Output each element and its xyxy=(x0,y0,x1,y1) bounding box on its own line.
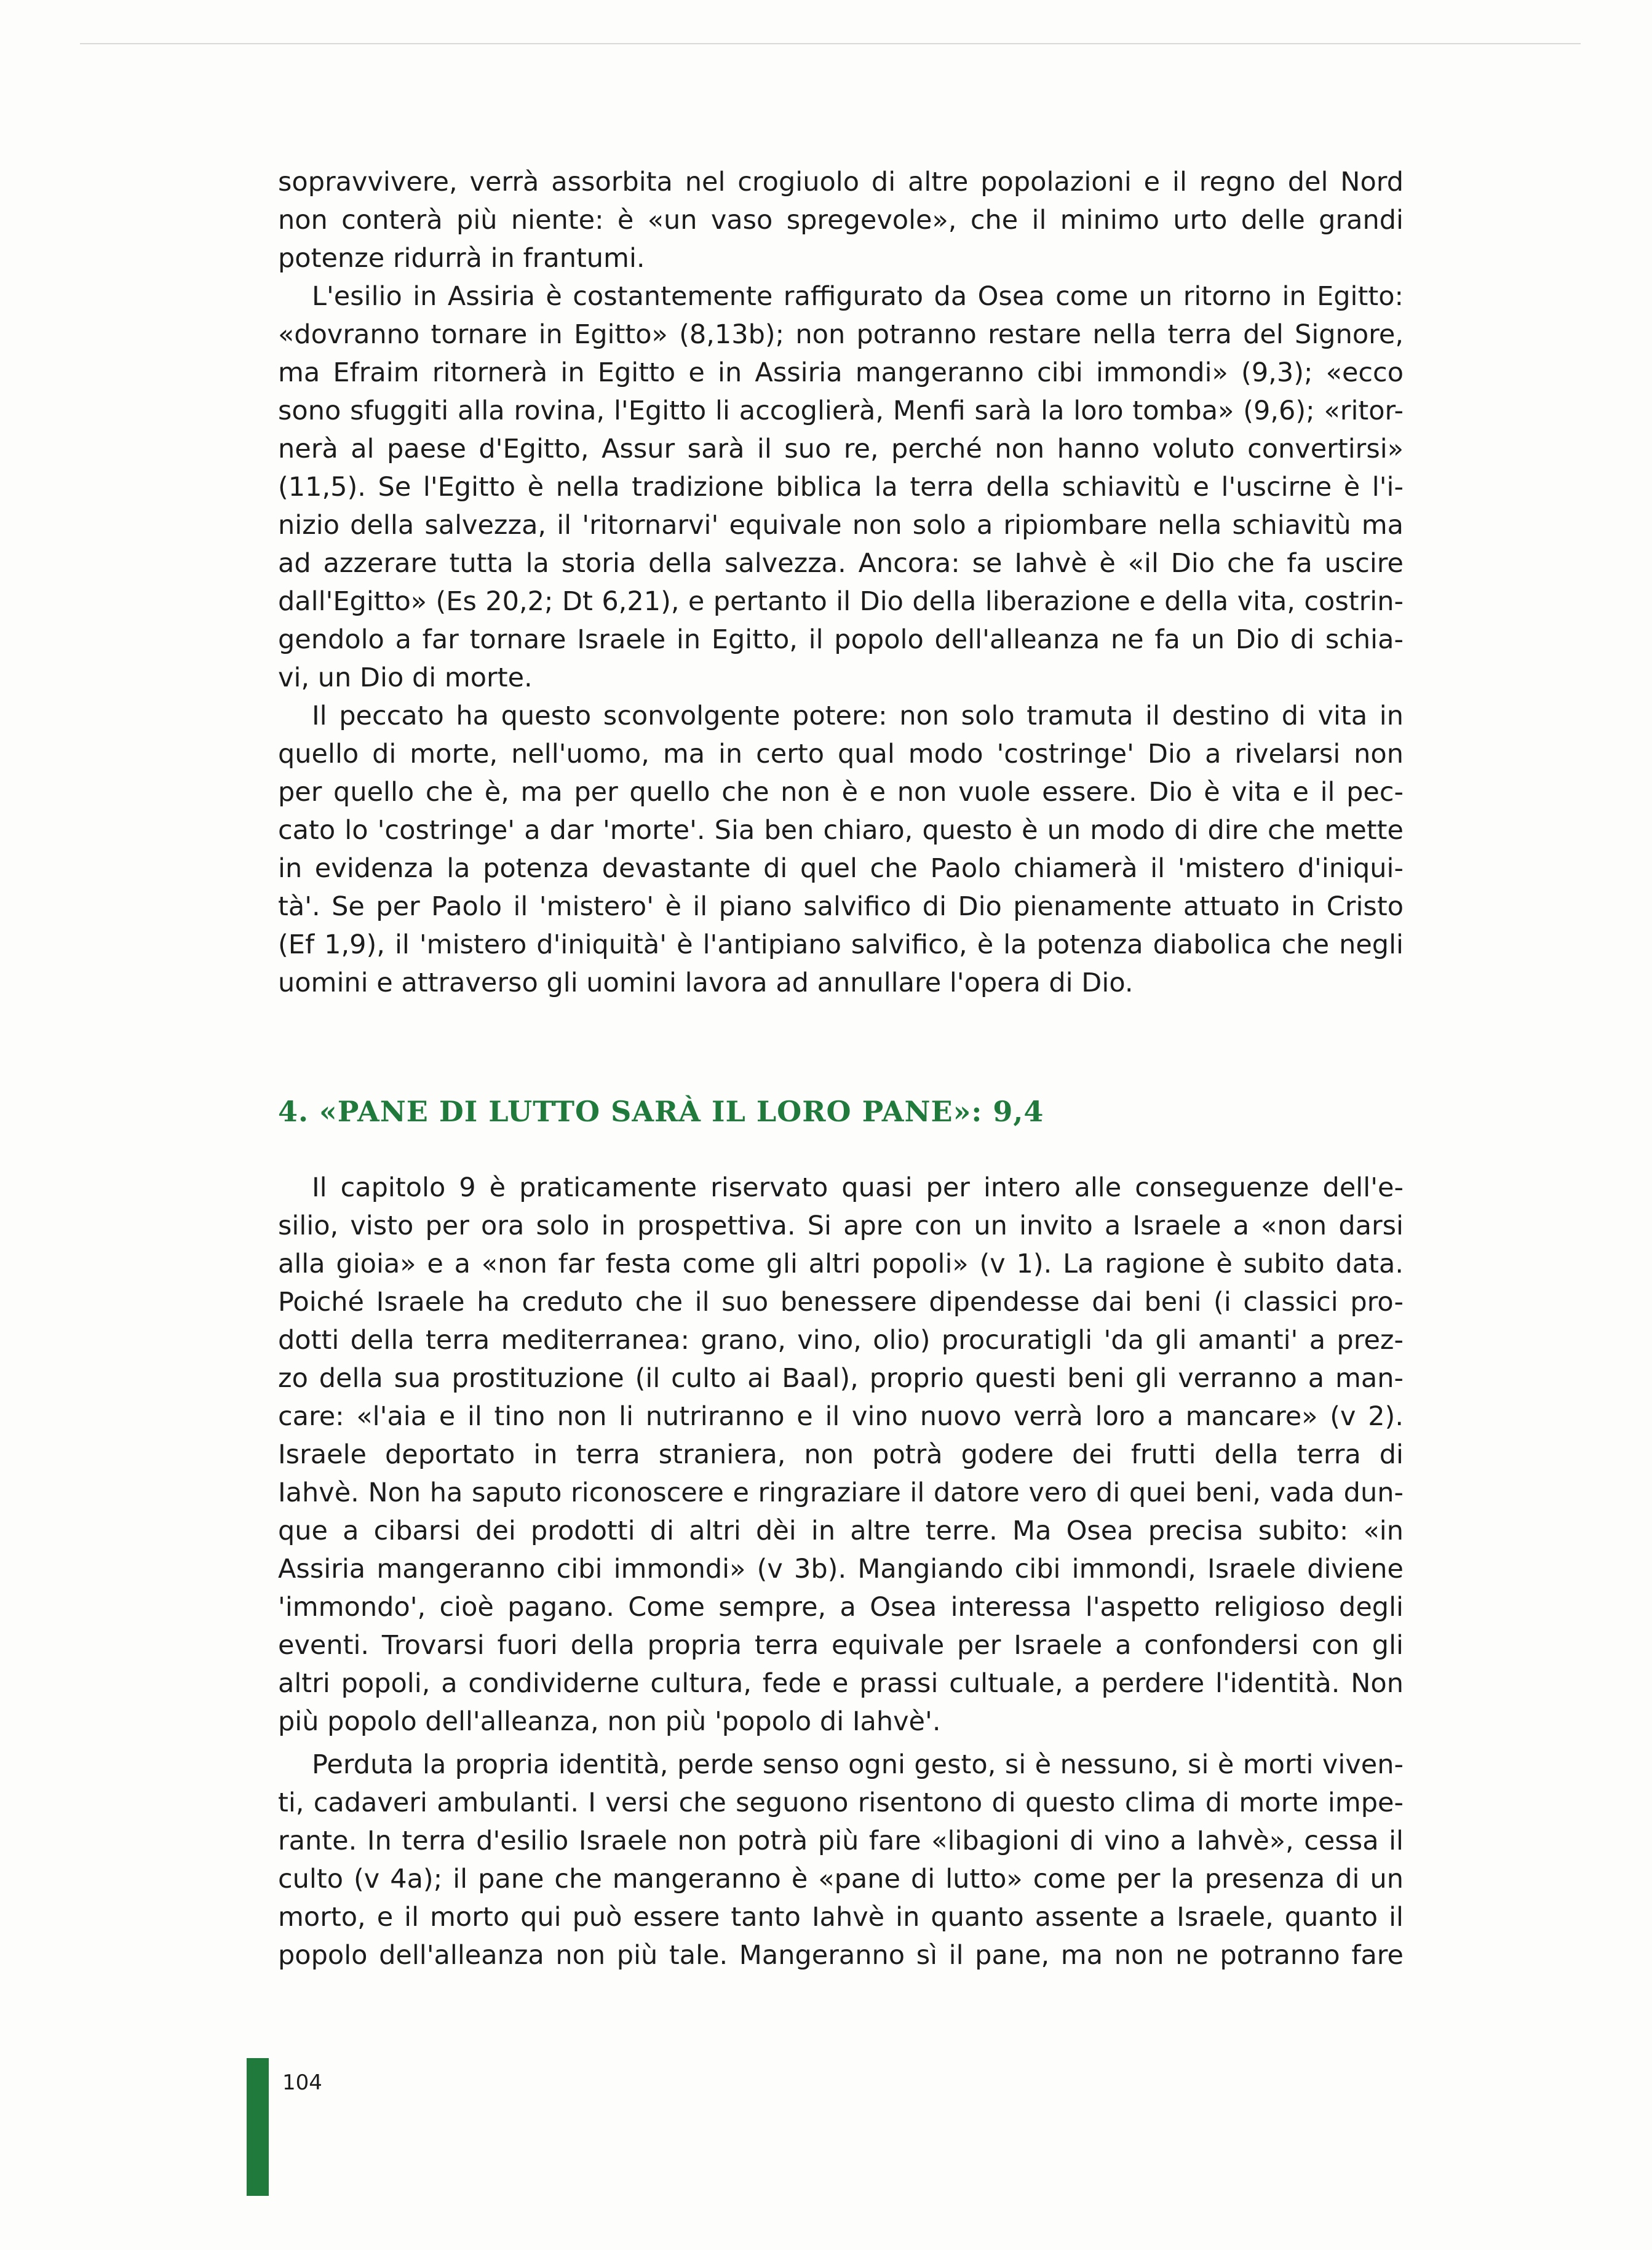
text-line: non conterà più niente: è «un vaso spregevole», che il minimo urto delle grandi xyxy=(278,205,1404,236)
text-line: Iahvè. Non ha saputo riconoscere e ringraziare il datore vero di quei beni, vada dun- xyxy=(278,1477,1404,1508)
text-line: zo della sua prostituzione (il culto ai Baal), proprio questi beni gli verranno a man- xyxy=(278,1363,1404,1394)
text-line: potenze ridurrà in frantumi. xyxy=(278,243,645,274)
text-line: sopravvivere, verrà assorbita nel crogiuolo di altre popolazioni e il regno del Nord xyxy=(278,167,1404,197)
page-number: 104 xyxy=(282,2070,322,2095)
paragraph xyxy=(278,163,1404,277)
text-line: uomini e attraverso gli uomini lavora ad annullare l'opera di Dio. xyxy=(278,968,1134,998)
paragraph xyxy=(278,1169,1404,1741)
page-marker-bar xyxy=(247,2058,269,2196)
text-line: nizio della salvezza, il 'ritornarvi' equivale non solo a ripiombare nella schiavitù ma xyxy=(278,510,1404,541)
text-line: Poiché Israele ha creduto che il suo benessere dipendesse dai beni (i classici pro- xyxy=(278,1287,1404,1318)
text-line: nerà al paese d'Egitto, Assur sarà il suo re, perché non hanno voluto convertirsi» xyxy=(278,434,1404,464)
text-line: dotti della terra mediterranea: grano, vino, olio) procuratigli 'da gli amanti' a prez- xyxy=(278,1325,1404,1356)
text-line: per quello che è, ma per quello che non è e non vuole essere. Dio è vita e il pec- xyxy=(278,777,1404,808)
text-line: Perduta la propria identità, perde senso ogni gesto, si è nessuno, si è morti viven- xyxy=(312,1749,1404,1780)
text-block-bottom xyxy=(278,1169,1404,1974)
text-line: alla gioia» e a «non far festa come gli altri popoli» (v 1). La ragione è subito data. xyxy=(278,1249,1404,1279)
paragraph xyxy=(278,697,1404,1002)
text-line: silio, visto per ora solo in prospettiva. Si apre con un invito a Israele a «non darsi xyxy=(278,1210,1404,1241)
text-line: ti, cadaveri ambulanti. I versi che seguono risentono di questo clima di morte impe- xyxy=(278,1787,1404,1818)
text-line: morto, e il morto qui può essere tanto Iahvè in quanto assente a Israele, quanto il xyxy=(278,1902,1404,1933)
text-line: L'esilio in Assiria è costantemente raffigurato da Osea come un ritorno in Egitto: xyxy=(312,281,1404,312)
text-line: popolo dell'alleanza non più tale. Mangeranno sì il pane, ma non ne potranno fare xyxy=(278,1940,1404,1971)
text-line: in evidenza la potenza devastante di quel che Paolo chiamerà il 'mistero d'iniqui- xyxy=(278,853,1404,884)
text-line: (Ef 1,9), il 'mistero d'iniquità' è l'antipiano salvifico, è la potenza diabolica che negli xyxy=(278,929,1404,960)
scan-edge-line xyxy=(80,43,1581,44)
text-line: Il capitolo 9 è praticamente riservato quasi per intero alle conseguenze dell'e- xyxy=(312,1172,1404,1203)
text-line: Assiria mangeranno cibi immondi» (v 3b). Mangiando cibi immondi, Israele diviene xyxy=(278,1554,1404,1584)
text-line: cato lo 'costringe' a dar 'morte'. Sia ben chiaro, questo è un modo di dire che mette xyxy=(278,815,1404,846)
text-line: quello di morte, nell'uomo, ma in certo qual modo 'costringe' Dio a rivelarsi non xyxy=(278,739,1404,769)
text-line: ma Efraim ritornerà in Egitto e in Assiria mangeranno cibi immondi» (9,3); «ecco xyxy=(278,357,1404,388)
text-line: «dovranno tornare in Egitto» (8,13b); non potranno restare nella terra del Signore, xyxy=(278,319,1404,350)
section-heading: 4. «PANE DI LUTTO SARÀ IL LORO PANE»: 9,4 xyxy=(278,1095,1044,1128)
text-line: vi, un Dio di morte. xyxy=(278,662,533,693)
text-line: Il peccato ha questo sconvolgente potere: non solo tramuta il destino di vita in xyxy=(312,701,1404,731)
text-block-top xyxy=(278,163,1404,1002)
text-line: altri popoli, a condividerne cultura, fede e prassi cultuale, a perdere l'identità. Non xyxy=(278,1668,1404,1699)
text-line: 'immondo', cioè pagano. Come sempre, a Osea interessa l'aspetto religioso degli xyxy=(278,1592,1404,1623)
paragraph xyxy=(278,277,1404,697)
text-line: sono sfuggiti alla rovina, l'Egitto li accoglierà, Menfi sarà la loro tomba» (9,6); «ritor- xyxy=(278,396,1404,426)
text-line: tà'. Se per Paolo il 'mistero' è il piano salvifico di Dio pienamente attuato in Cristo xyxy=(278,891,1404,922)
text-line: care: «l'aia e il tino non li nutriranno e il vino nuovo verrà loro a mancare» (v 2). xyxy=(278,1401,1404,1432)
text-line: eventi. Trovarsi fuori della propria terra equivale per Israele a confondersi con gli xyxy=(278,1630,1404,1661)
text-line: culto (v 4a); il pane che mangeranno è «pane di lutto» come per la presenza di un xyxy=(278,1864,1404,1894)
text-line: ad azzerare tutta la storia della salvezza. Ancora: se Iahvè è «il Dio che fa uscire xyxy=(278,548,1404,579)
text-line: (11,5). Se l'Egitto è nella tradizione biblica la terra della schiavitù e l'uscirne è l'i- xyxy=(278,472,1404,503)
paragraph-gap xyxy=(278,1741,1404,1746)
text-line: dall'Egitto» (Es 20,2; Dt 6,21), e pertanto il Dio della liberazione e della vita, costrin- xyxy=(278,586,1404,617)
text-line: Israele deportato in terra straniera, non potrà godere dei frutti della terra di xyxy=(278,1439,1404,1470)
text-line: più popolo dell'alleanza, non più 'popolo di Iahvè'. xyxy=(278,1706,941,1737)
text-line: rante. In terra d'esilio Israele non potrà più fare «libagioni di vino a Iahvè», cessa il xyxy=(278,1826,1404,1856)
text-line: gendolo a far tornare Israele in Egitto, il popolo dell'alleanza ne fa un Dio di schia- xyxy=(278,624,1404,655)
text-line: que a cibarsi dei prodotti di altri dèi in altre terre. Ma Osea precisa subito: «in xyxy=(278,1516,1404,1546)
paragraph xyxy=(278,1746,1404,1974)
